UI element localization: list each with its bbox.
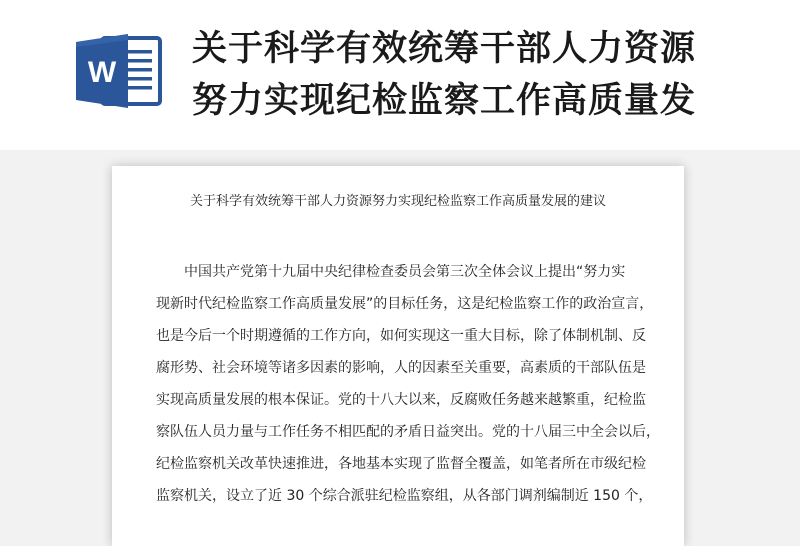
word-document-icon [72, 30, 164, 110]
document-line: 腐形势、社会环境等诸多因素的影响，人的因素至关重要，高素质的干部队伍是 [156, 360, 646, 376]
document-page [112, 166, 684, 546]
document-line: 实现高质量发展的根本保证。党的十八大以来，反腐败任务越来越繁重，纪检监 [156, 392, 646, 408]
banner-title-line-2: 努力实现纪检监察工作高质量发 [192, 81, 697, 121]
banner-title-line-1: 关于科学有效统筹干部人力资源 [192, 29, 697, 69]
header-banner [0, 0, 800, 150]
document-heading: 关于科学有效统筹干部人力资源努力实现纪检监察工作高质量发展的建议 [189, 194, 606, 209]
document-line: 纪检监察机关改革快速推进，各地基本实现了监督全覆盖，如笔者所在市级纪检 [156, 456, 646, 472]
word-icon-letter: W [87, 56, 117, 89]
document-line: 也是今后一个时期遵循的工作方向，如何实现这一重大目标，除了体制机制、反 [156, 328, 646, 344]
document-line: 监察机关，设立了近 30 个综合派驻纪检监察组，从各部门调剂编制近 150 个， [156, 488, 653, 504]
document-line: 察队伍人员力量与工作任务不相匹配的矛盾日益突出。党的十八届三中全会以后， [156, 424, 660, 440]
document-line: 中国共产党第十九届中央纪律检查委员会第三次全体会议上提出“努力实 [156, 264, 626, 280]
document-line: 现新时代纪检监察工作高质量发展”的目标任务，这是纪检监察工作的政治宣言， [156, 296, 654, 312]
